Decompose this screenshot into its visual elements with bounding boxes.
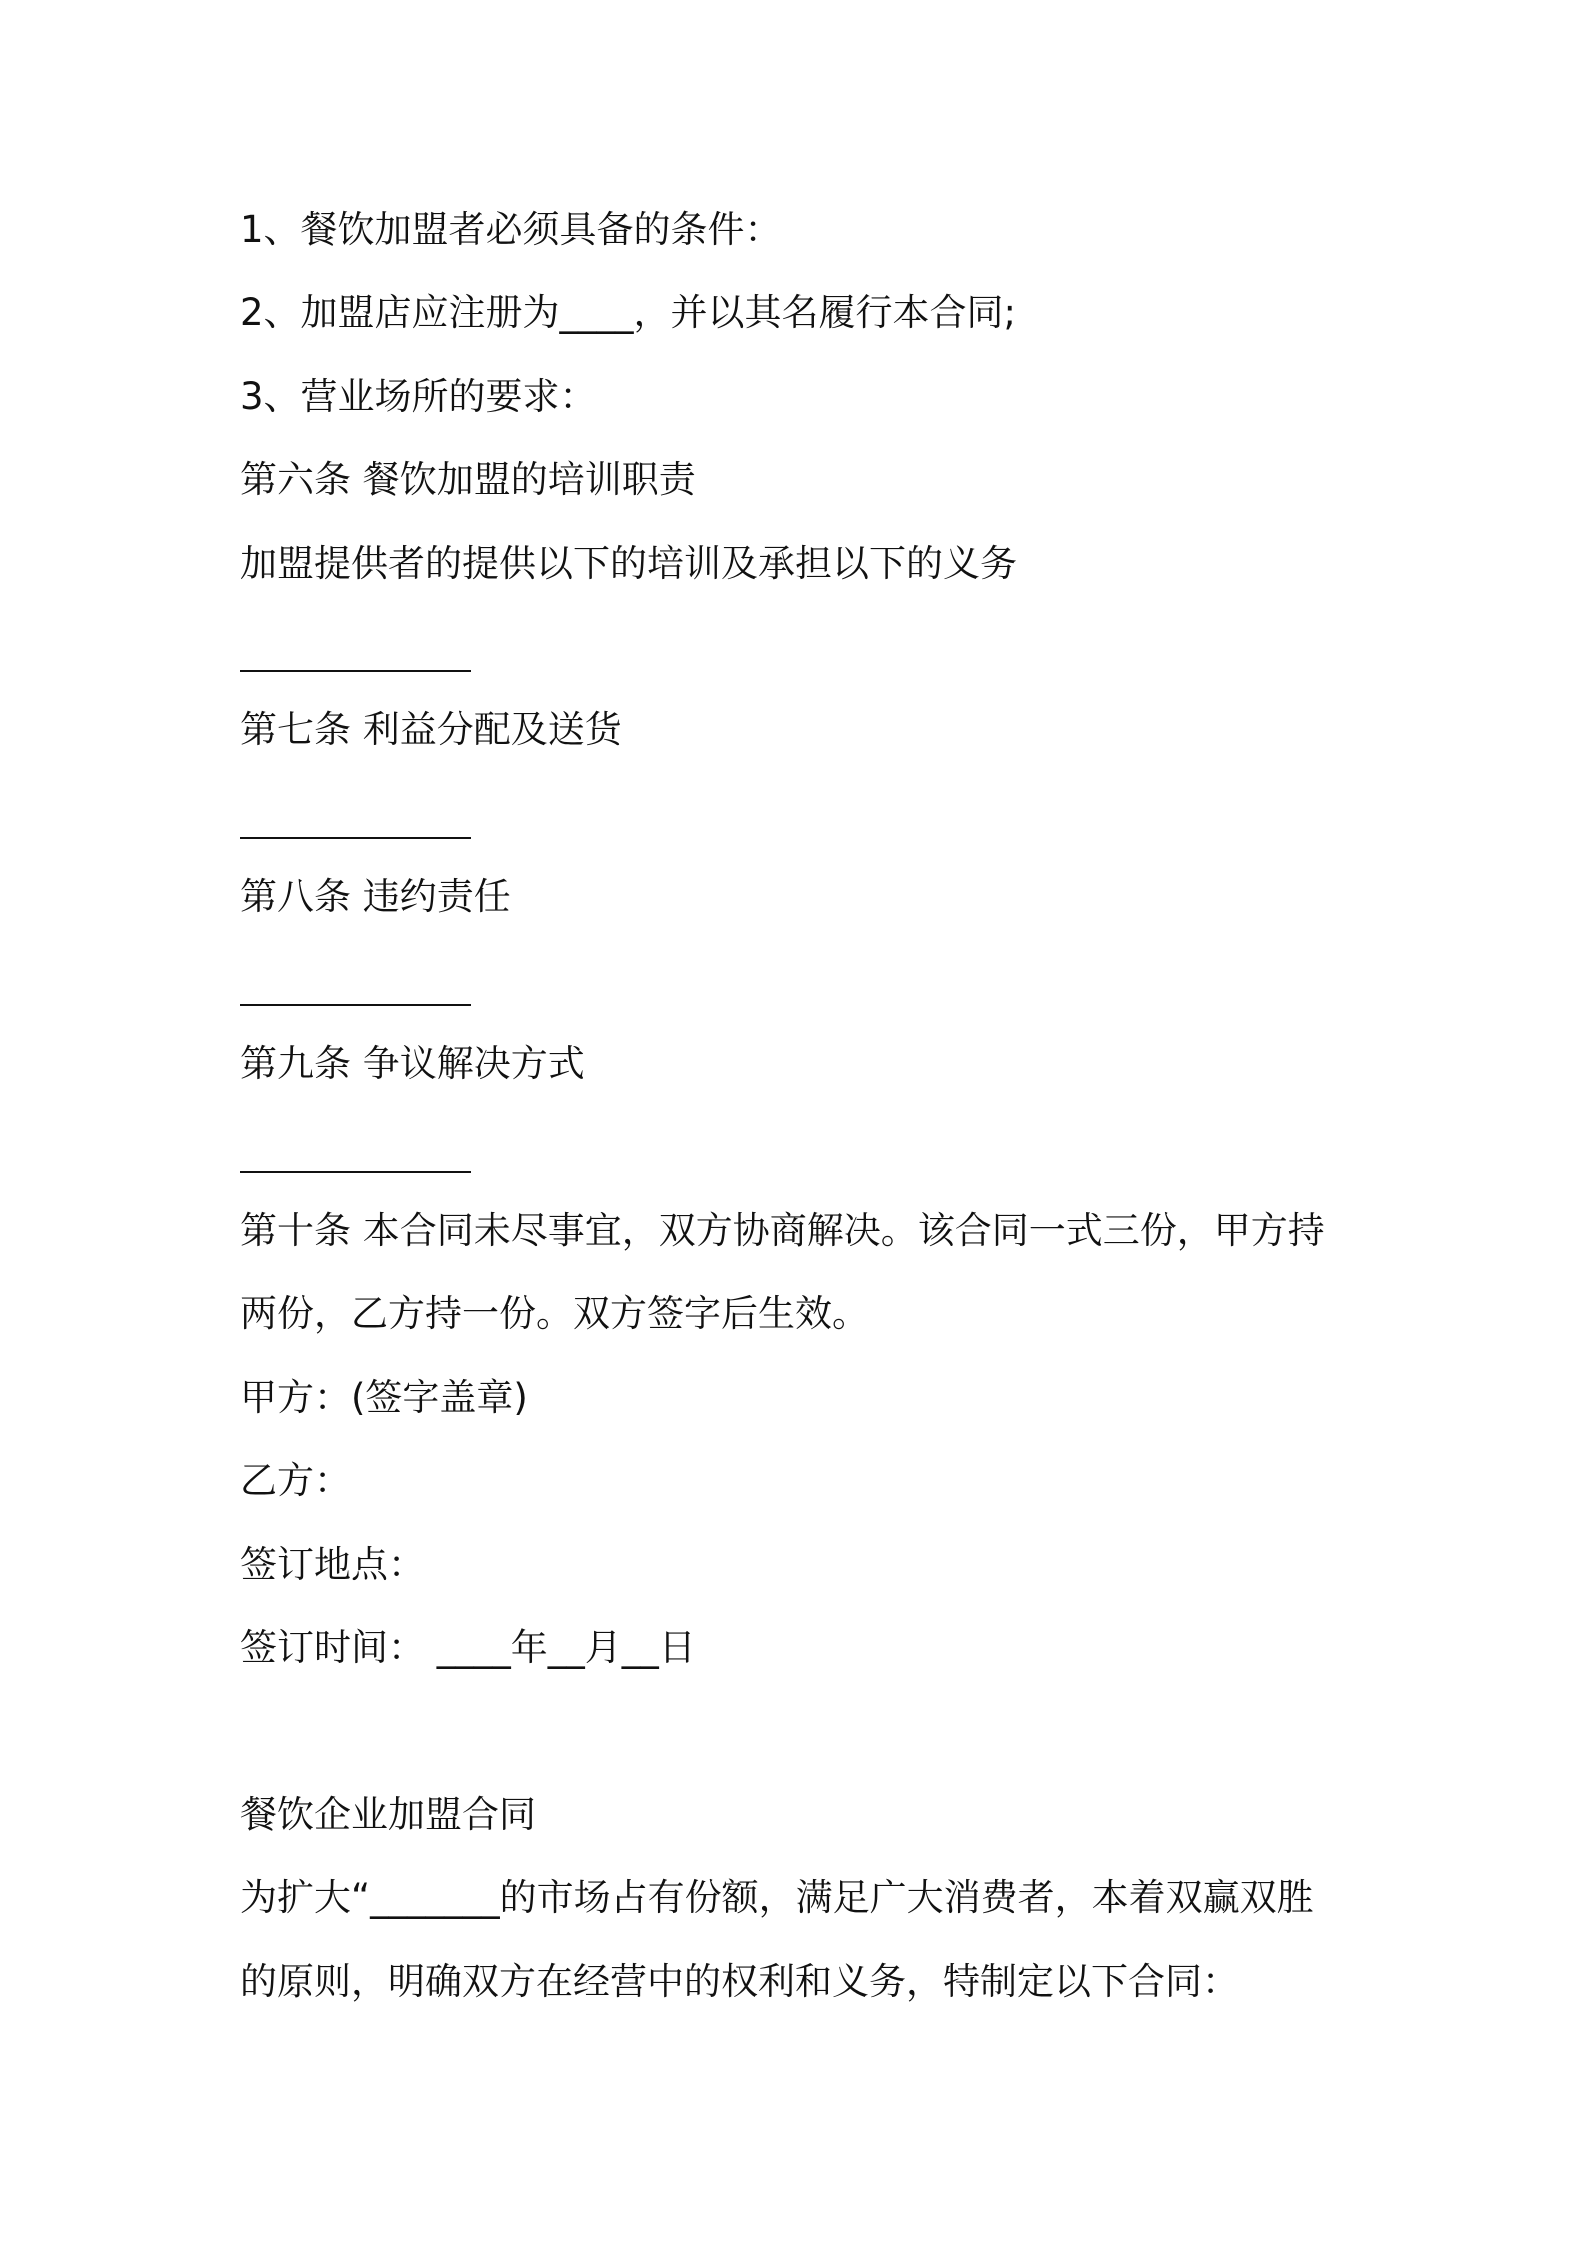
party-b-signature: 乙方： xyxy=(240,1459,351,1502)
clause-store-registration: 2、加盟店应注册为____，并以其名履行本合同; xyxy=(240,291,1017,334)
blank-line-article-8 xyxy=(240,1004,471,1006)
signing-date: 签订时间： ____年__月__日 xyxy=(240,1626,696,1669)
article-7-heading: 第七条 利益分配及送货 xyxy=(240,708,622,751)
blank-line-article-9 xyxy=(240,1171,471,1173)
blank-line-article-7 xyxy=(240,837,471,839)
preamble-line-1: 为扩大“_______的市场占有份额，满足广大消费者，本着双赢双胜 xyxy=(240,1876,1314,1919)
article-10-line-1: 第十条 本合同未尽事宜，双方协商解决。该合同一式三份，甲方持 xyxy=(240,1209,1325,1252)
article-10-line-2: 两份，乙方持一份。双方签字后生效。 xyxy=(240,1292,869,1335)
signing-location: 签订地点： xyxy=(240,1543,425,1586)
article-6-heading: 第六条 餐饮加盟的培训职责 xyxy=(240,458,696,501)
blank-line-article-6 xyxy=(240,670,471,672)
preamble-line-2: 的原则，明确双方在经营中的权利和义务，特制定以下合同： xyxy=(240,1960,1239,2003)
contract-title: 餐饮企业加盟合同 xyxy=(240,1793,536,1836)
article-8-heading: 第八条 违约责任 xyxy=(240,875,511,918)
article-9-heading: 第九条 争议解决方式 xyxy=(240,1042,585,1085)
party-a-signature: 甲方：(签字盖章) xyxy=(240,1376,528,1419)
article-6-body: 加盟提供者的提供以下的培训及承担以下的义务 xyxy=(240,542,1017,585)
clause-franchisee-conditions: 1、餐饮加盟者必须具备的条件： xyxy=(240,208,782,251)
clause-premises-requirements: 3、营业场所的要求： xyxy=(240,375,597,418)
